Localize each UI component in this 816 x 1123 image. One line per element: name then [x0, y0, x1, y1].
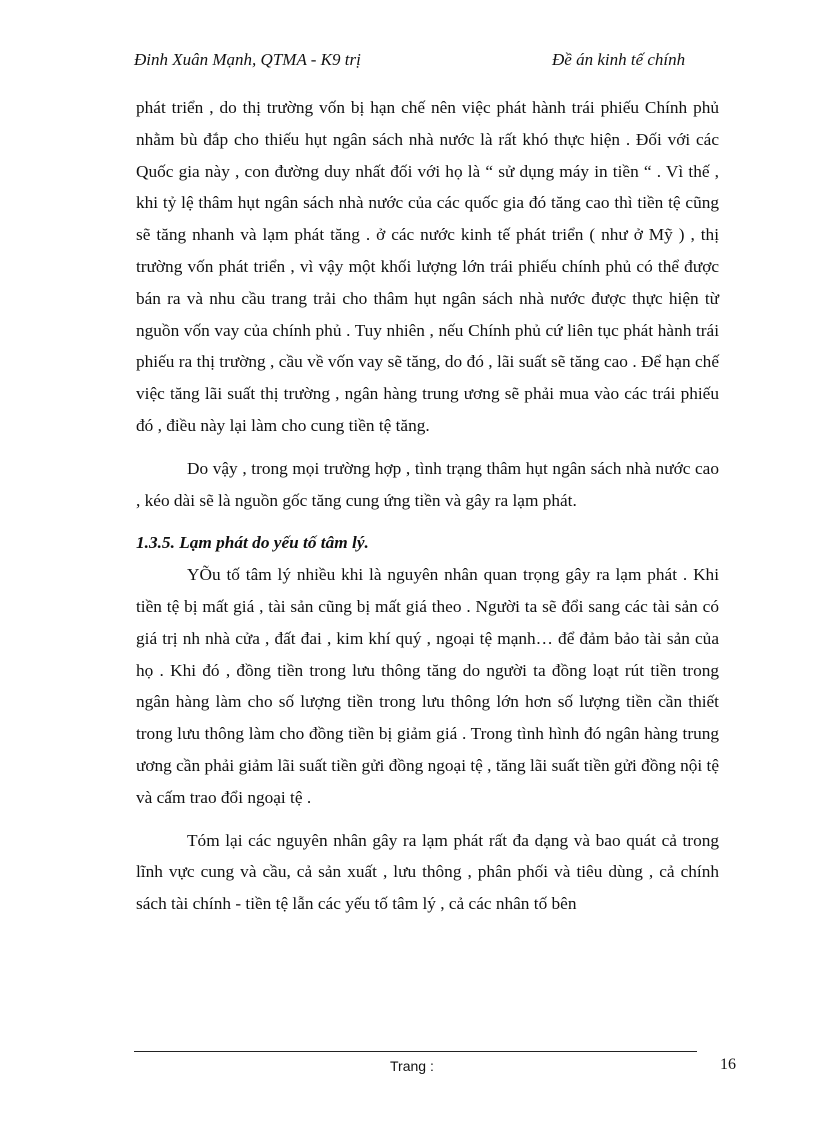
footer-divider: [134, 1051, 697, 1052]
footer-page-label: Trang :: [390, 1058, 434, 1074]
paragraph-psychology: YÕu tố tâm lý nhiều khi là nguyên nhân quan trọng gây ra lạm phát . Khi tiền tệ bị mất giá , tài sản cũng bị mất giá theo . Người ta sẽ đổi sang các tài sản có giá trị nh nhà cửa , đất đai , kim khí quý , ngoại tệ mạnh… để đảm bảo tài sản của họ . Khi đó , đồng tiền trong lưu thông tăng do người ta đồng loạt rút tiền trong ngân hàng làm cho số lượng tiền trong lưu thông lớn hơn số lượng tiền cần thiết trong lưu thông làm cho đồng tiền bị giảm giá . Trong tình hình đó ngân hàng trung ương cần phải giảm lãi suất tiền gửi đồng ngoại tệ , tăng lãi suất tiền gửi đồng nội tệ và cấm trao đổi ngoại tệ .: [136, 565, 719, 807]
document-body: [136, 92, 719, 920]
paragraph-continuation: phát triển , do thị trường vốn bị hạn chế nên việc phát hành trái phiếu Chính phủ nhằm bù đắp cho thiếu hụt ngân sách nhà nước là rất khó thực hiện . Đối với các Quốc gia này , con đường duy nhất đối với họ là “ sử dụng máy in tiền “ . Vì thế , khi tỷ lệ thâm hụt ngân sách nhà nước của các quốc gia đó tăng cao thì tiền tệ cũng sẽ tăng nhanh và lạm phát tăng . ở các nước kinh tế phát triển ( như ở Mỹ ) , thị trường vốn phát triển , vì vậy một khối lượng lớn trái phiếu chính phủ có thể được bán ra và nhu cầu trang trải cho thâm hụt ngân sách nhà nước được thực hiện từ nguồn vốn vay của chính phủ . Tuy nhiên , nếu Chính phủ cứ liên tục phát hành trái phiếu ra thị trường , cầu về vốn vay sẽ tăng, do đó , lãi suất sẽ tăng cao . Để hạn chế việc tăng lãi suất thị trường , ngân hàng trung ương sẽ phải mua vào các trái phiếu đó , điều này lại làm cho cung tiền tệ tăng.: [136, 98, 719, 435]
header-title: Đề án kinh tế chính: [552, 50, 686, 69]
paragraph-summary: Tóm lại các nguyên nhân gây ra lạm phát rất đa dạng và bao quát cả trong lĩnh vực cung và cầu, cả sản xuất , lưu thông , phân phối và tiêu dùng , cả chính sách tài chính - tiền tệ lẫn các yếu tố tâm lý , cả các nhân tố bên: [136, 830, 719, 914]
header-author: Đinh Xuân Mạnh, QTMA - K9 trị: [134, 50, 361, 69]
section-heading: 1.3.5. Lạm phát do yếu tố tâm lý.: [136, 533, 369, 553]
footer-page-number: 16: [720, 1056, 736, 1073]
paragraph-conclusion: Do vậy , trong mọi trường hợp , tình trạng thâm hụt ngân sách nhà nước cao , kéo dài sẽ là nguồn gốc tăng cung ứng tiền và gây ra lạm phát.: [136, 458, 719, 510]
